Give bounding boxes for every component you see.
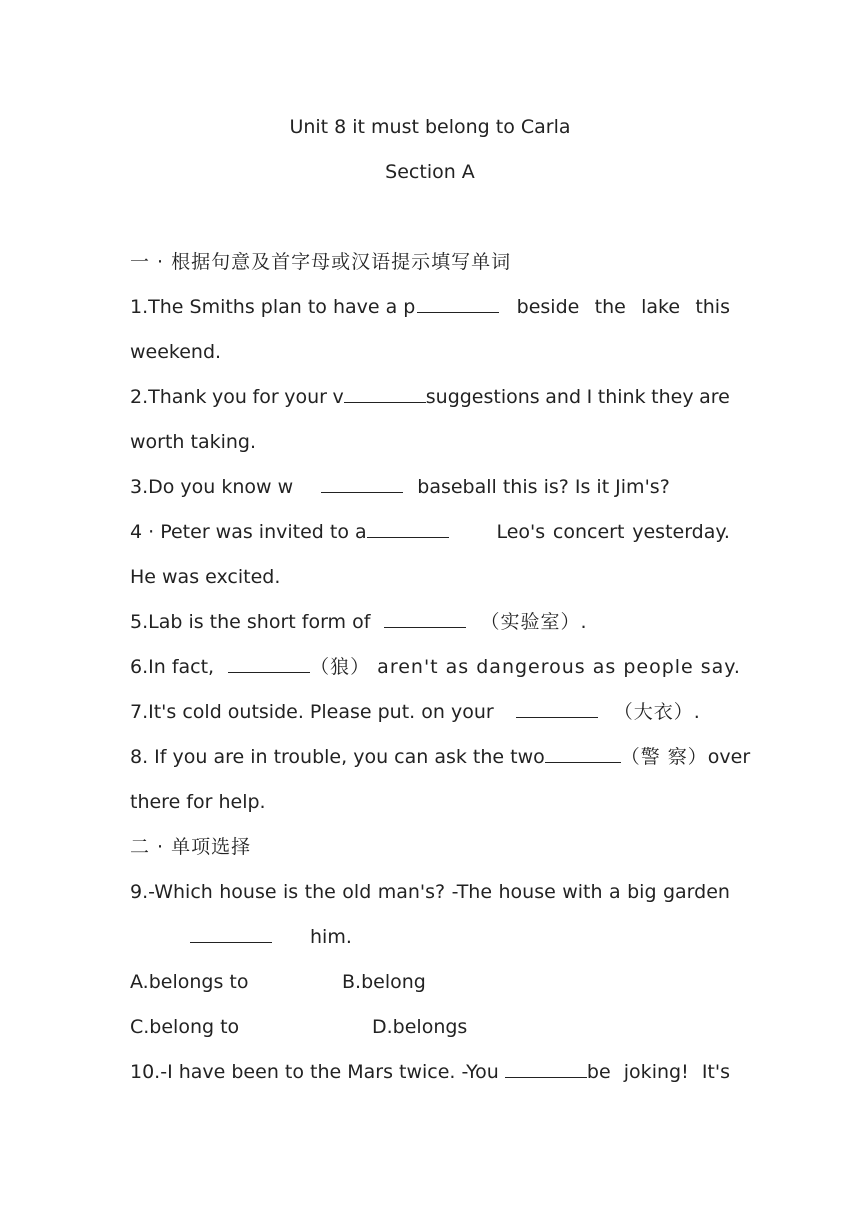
q1-text: 1.The Smiths plan to have a p — [130, 285, 501, 330]
question-4-cont: He was excited. — [130, 566, 281, 588]
answer-blank[interactable] — [228, 671, 310, 673]
option-c[interactable]: C.belong to — [130, 1016, 240, 1038]
question-9-options-ab — [130, 960, 730, 1005]
answer-blank[interactable] — [190, 941, 272, 943]
answer-blank[interactable] — [384, 626, 466, 628]
q2-blank-group: v suggestions — [332, 386, 540, 408]
page-title: Unit 8 it must belong to Carla — [289, 116, 571, 138]
question-4: 4 · Peter was invited to a Leo's concert yesterday. — [130, 510, 730, 555]
answer-blank[interactable] — [367, 536, 449, 538]
question-5: 5.Lab is the short form of （实验室）. — [130, 611, 588, 633]
answer-blank[interactable] — [344, 401, 426, 403]
page-subtitle: Section A — [385, 161, 475, 183]
question-1-cont: weekend. — [130, 341, 222, 363]
option-a[interactable]: A.belongs to — [130, 971, 249, 993]
answer-blank[interactable] — [516, 716, 598, 718]
section-heading-1: 一 · 根据句意及首字母或汉语提示填写单词 — [130, 251, 512, 273]
question-3: 3.Do you know w baseball this is? Is it Jim's? — [130, 476, 670, 498]
option-d[interactable]: D.belongs — [372, 1016, 468, 1038]
question-2-cont: worth taking. — [130, 431, 257, 453]
question-2: 2.Thank you for your v suggestions and I think they are — [130, 375, 730, 420]
question-7: 7.It's cold outside. Please put. on your （大衣）. — [130, 701, 701, 723]
question-9-cont: him. — [130, 915, 730, 960]
question-8: 8. If you are in trouble, you can ask the two （警 察） over — [130, 735, 730, 780]
question-9-options-cd — [130, 1005, 730, 1050]
answer-blank[interactable] — [321, 491, 403, 493]
question-10: 10.-I have been to the Mars twice. -You be joking! It's — [130, 1050, 730, 1095]
q8-text: 8. If you are in trouble, you can ask the two （警 察） — [130, 746, 708, 768]
section-heading-2: 二 · 单项选择 — [130, 836, 252, 858]
question-9: 9.-Which house is the old man's? -The house with a big garden — [130, 881, 730, 903]
q4-text: 4 · Peter was invited to a — [130, 510, 449, 555]
q10-text: 10.-I have been to the Mars twice. -You be — [130, 1061, 611, 1083]
question-6: 6.In fact, （狼） aren't as dangerous as people say. — [130, 656, 741, 678]
option-b[interactable]: B.belong — [342, 971, 426, 993]
question-1: 1.The Smiths plan to have a p beside the lake this — [130, 285, 730, 330]
answer-blank[interactable] — [417, 311, 499, 313]
answer-blank[interactable] — [545, 761, 621, 763]
answer-blank[interactable] — [505, 1076, 587, 1078]
question-8-cont: there for help. — [130, 791, 266, 813]
